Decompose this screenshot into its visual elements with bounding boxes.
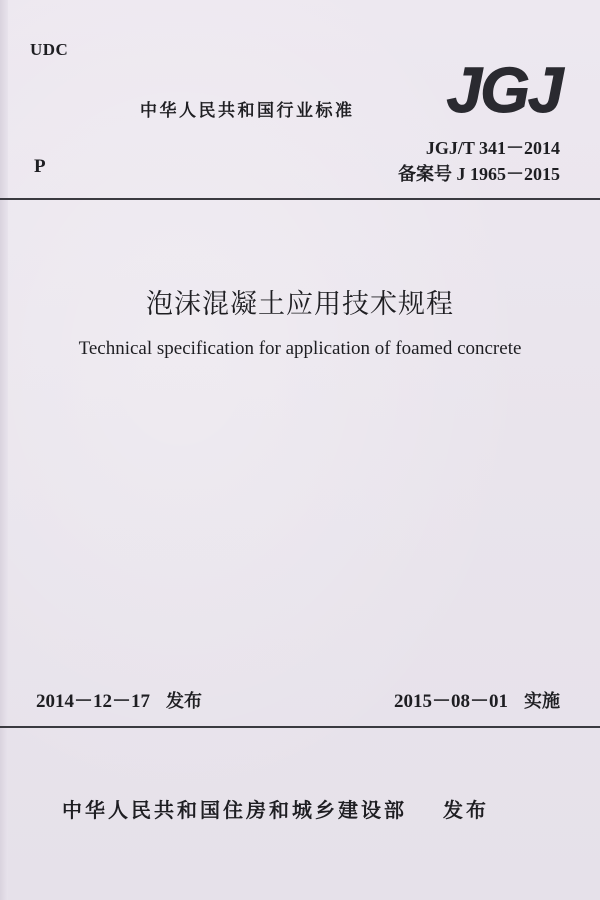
title-english: Technical specification for application of foamed concrete xyxy=(78,338,522,359)
jgj-logo xyxy=(442,52,566,122)
udc-label: UDC xyxy=(30,40,69,59)
effective-label: 实施 xyxy=(524,691,560,712)
publisher-label: 发布 xyxy=(443,798,489,822)
spine-edge xyxy=(0,0,8,900)
publisher-block xyxy=(62,794,489,823)
issue-date: 2014－12－17 xyxy=(36,691,151,712)
jgj-logo-text: JGJ xyxy=(446,54,562,122)
standard-number: JGJ/T 341－2014 xyxy=(425,138,560,158)
record-number: 备案号 J 1965－2015 xyxy=(398,164,560,184)
classification-code: P xyxy=(34,156,46,177)
issue-label: 发布 xyxy=(166,691,203,712)
industry-standard-heading: 中华人民共和国行业标准 xyxy=(140,101,355,121)
publisher-name: 中华人民共和国住房和城乡建设部 xyxy=(62,798,407,822)
effective-date: 2015－08－01 xyxy=(393,691,508,712)
bottom-divider xyxy=(0,726,600,728)
effective-date-block xyxy=(394,686,560,713)
top-divider xyxy=(0,198,600,200)
title-chinese: 泡沫混凝土应用技术规程 xyxy=(146,289,454,320)
issue-date-block xyxy=(36,686,202,713)
